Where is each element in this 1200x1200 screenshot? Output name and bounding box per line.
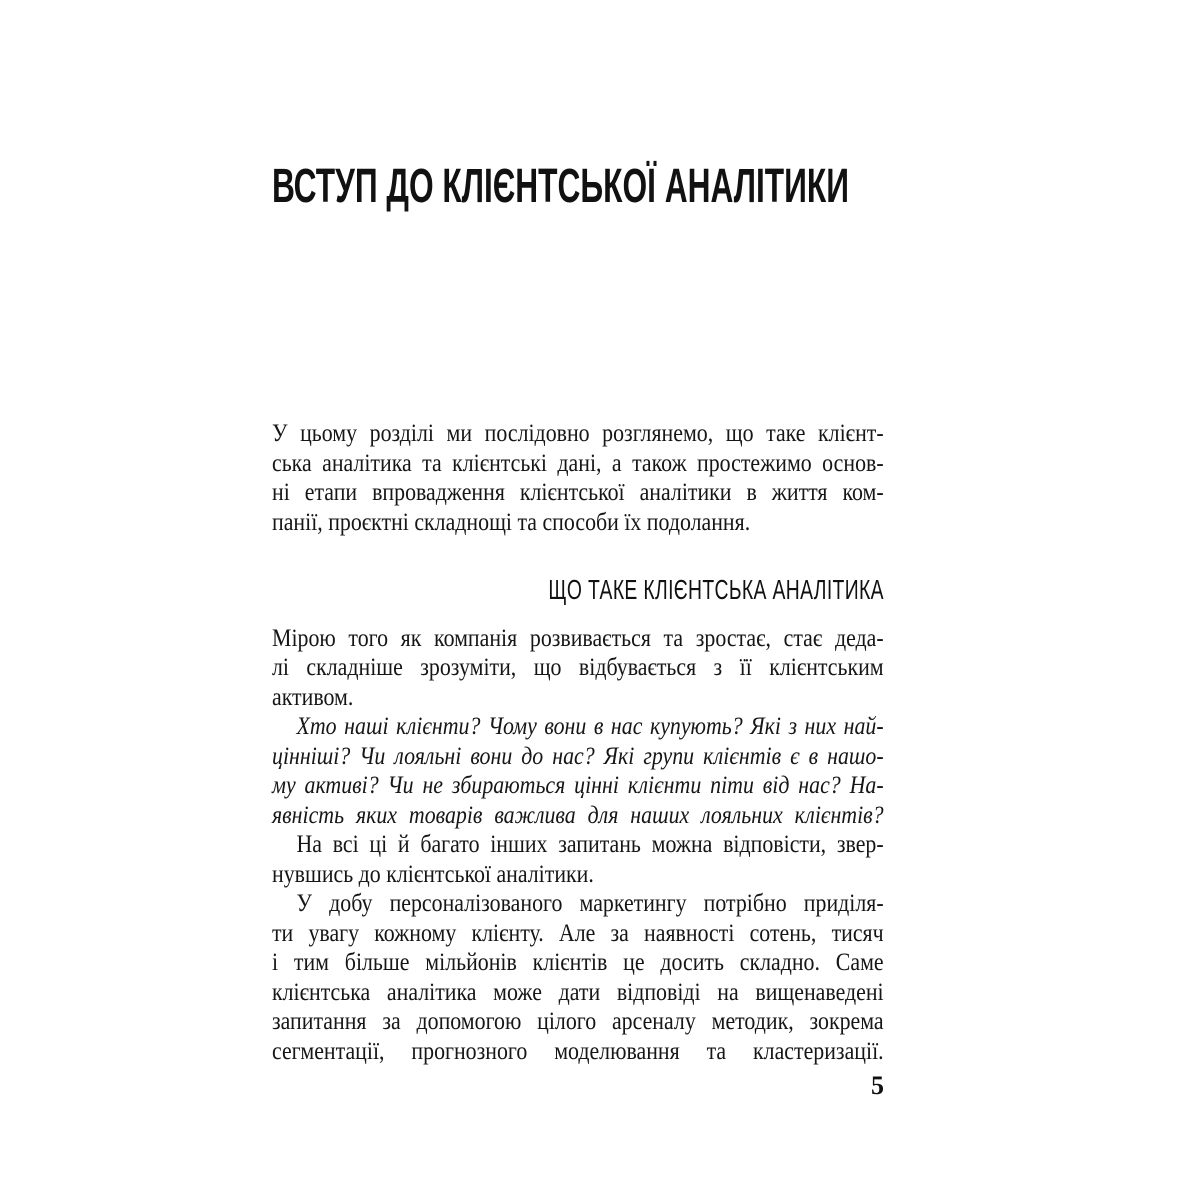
text-line: ська аналітика та клієнтські дані, а також простежимо основ- <box>272 449 884 477</box>
text-line: і тим більше мільйонів клієнтів це досить складно. Саме <box>272 949 884 976</box>
paragraph-growth <box>272 624 884 713</box>
paragraph-intro <box>272 419 884 537</box>
text-line: клієнтська аналітика може дати відповіді на вищенаведені <box>272 978 884 1006</box>
text-line: цінніші? Чи лояльні вони до нас? Які групи клієнтів є в нашо- <box>272 742 884 770</box>
text-line: Мірою того як компанія розвивається та зростає, стає деда- <box>272 624 884 652</box>
text-line: активом. <box>272 683 354 711</box>
paragraph-answers <box>272 830 884 889</box>
chapter-title-text: ВСТУП ДО КЛІЄНТСЬКОЇ АНАЛІТИКИ <box>272 160 849 213</box>
text-line: У цьому розділі ми послідовно розглянемо, що таке клієнт- <box>272 420 884 447</box>
text-line: нувшись до клієнтської аналітики. <box>272 860 594 888</box>
text-line: На всі ці й багато інших запитань можна відповісти, звер- <box>296 831 884 858</box>
chapter-title <box>272 160 1146 213</box>
section-heading-text: ЩО ТАКЕ КЛІЄНТСЬКА АНАЛІТИКА <box>548 574 884 605</box>
text-line: запитання за допомогою цілого арсеналу методик, зокрема <box>272 1008 884 1035</box>
text-line: Хто наші клієнти? Чому вони в нас купують? Які з них най- <box>296 713 884 740</box>
text-line: У добу персоналізованого маркетингу потрібно приділя- <box>296 890 884 917</box>
text-line: ти увагу кожному клієнту. Але за наявності сотень, тисяч <box>272 919 884 947</box>
text-line: лі складніше зрозуміти, що відбувається з її клієнтським <box>272 654 884 681</box>
text-line: явність яких товарів важлива для наших лояльних клієнтів? <box>272 801 884 829</box>
text-line: сегментації, прогнозного моделювання та кластеризації. <box>272 1037 884 1065</box>
page-number: 5 <box>871 1071 884 1100</box>
paragraph-personalization <box>272 889 884 1066</box>
text-line: панії, проєктні складнощі та способи їх подолання. <box>272 508 751 536</box>
paragraph-questions <box>272 712 884 830</box>
section-heading <box>272 575 884 605</box>
text-column <box>272 419 884 1066</box>
text-line: му активі? Чи не збираються цінні клієнти піти від нас? На- <box>272 772 884 799</box>
text-line: ні етапи впровадження клієнтської аналітики в життя ком- <box>272 479 884 506</box>
